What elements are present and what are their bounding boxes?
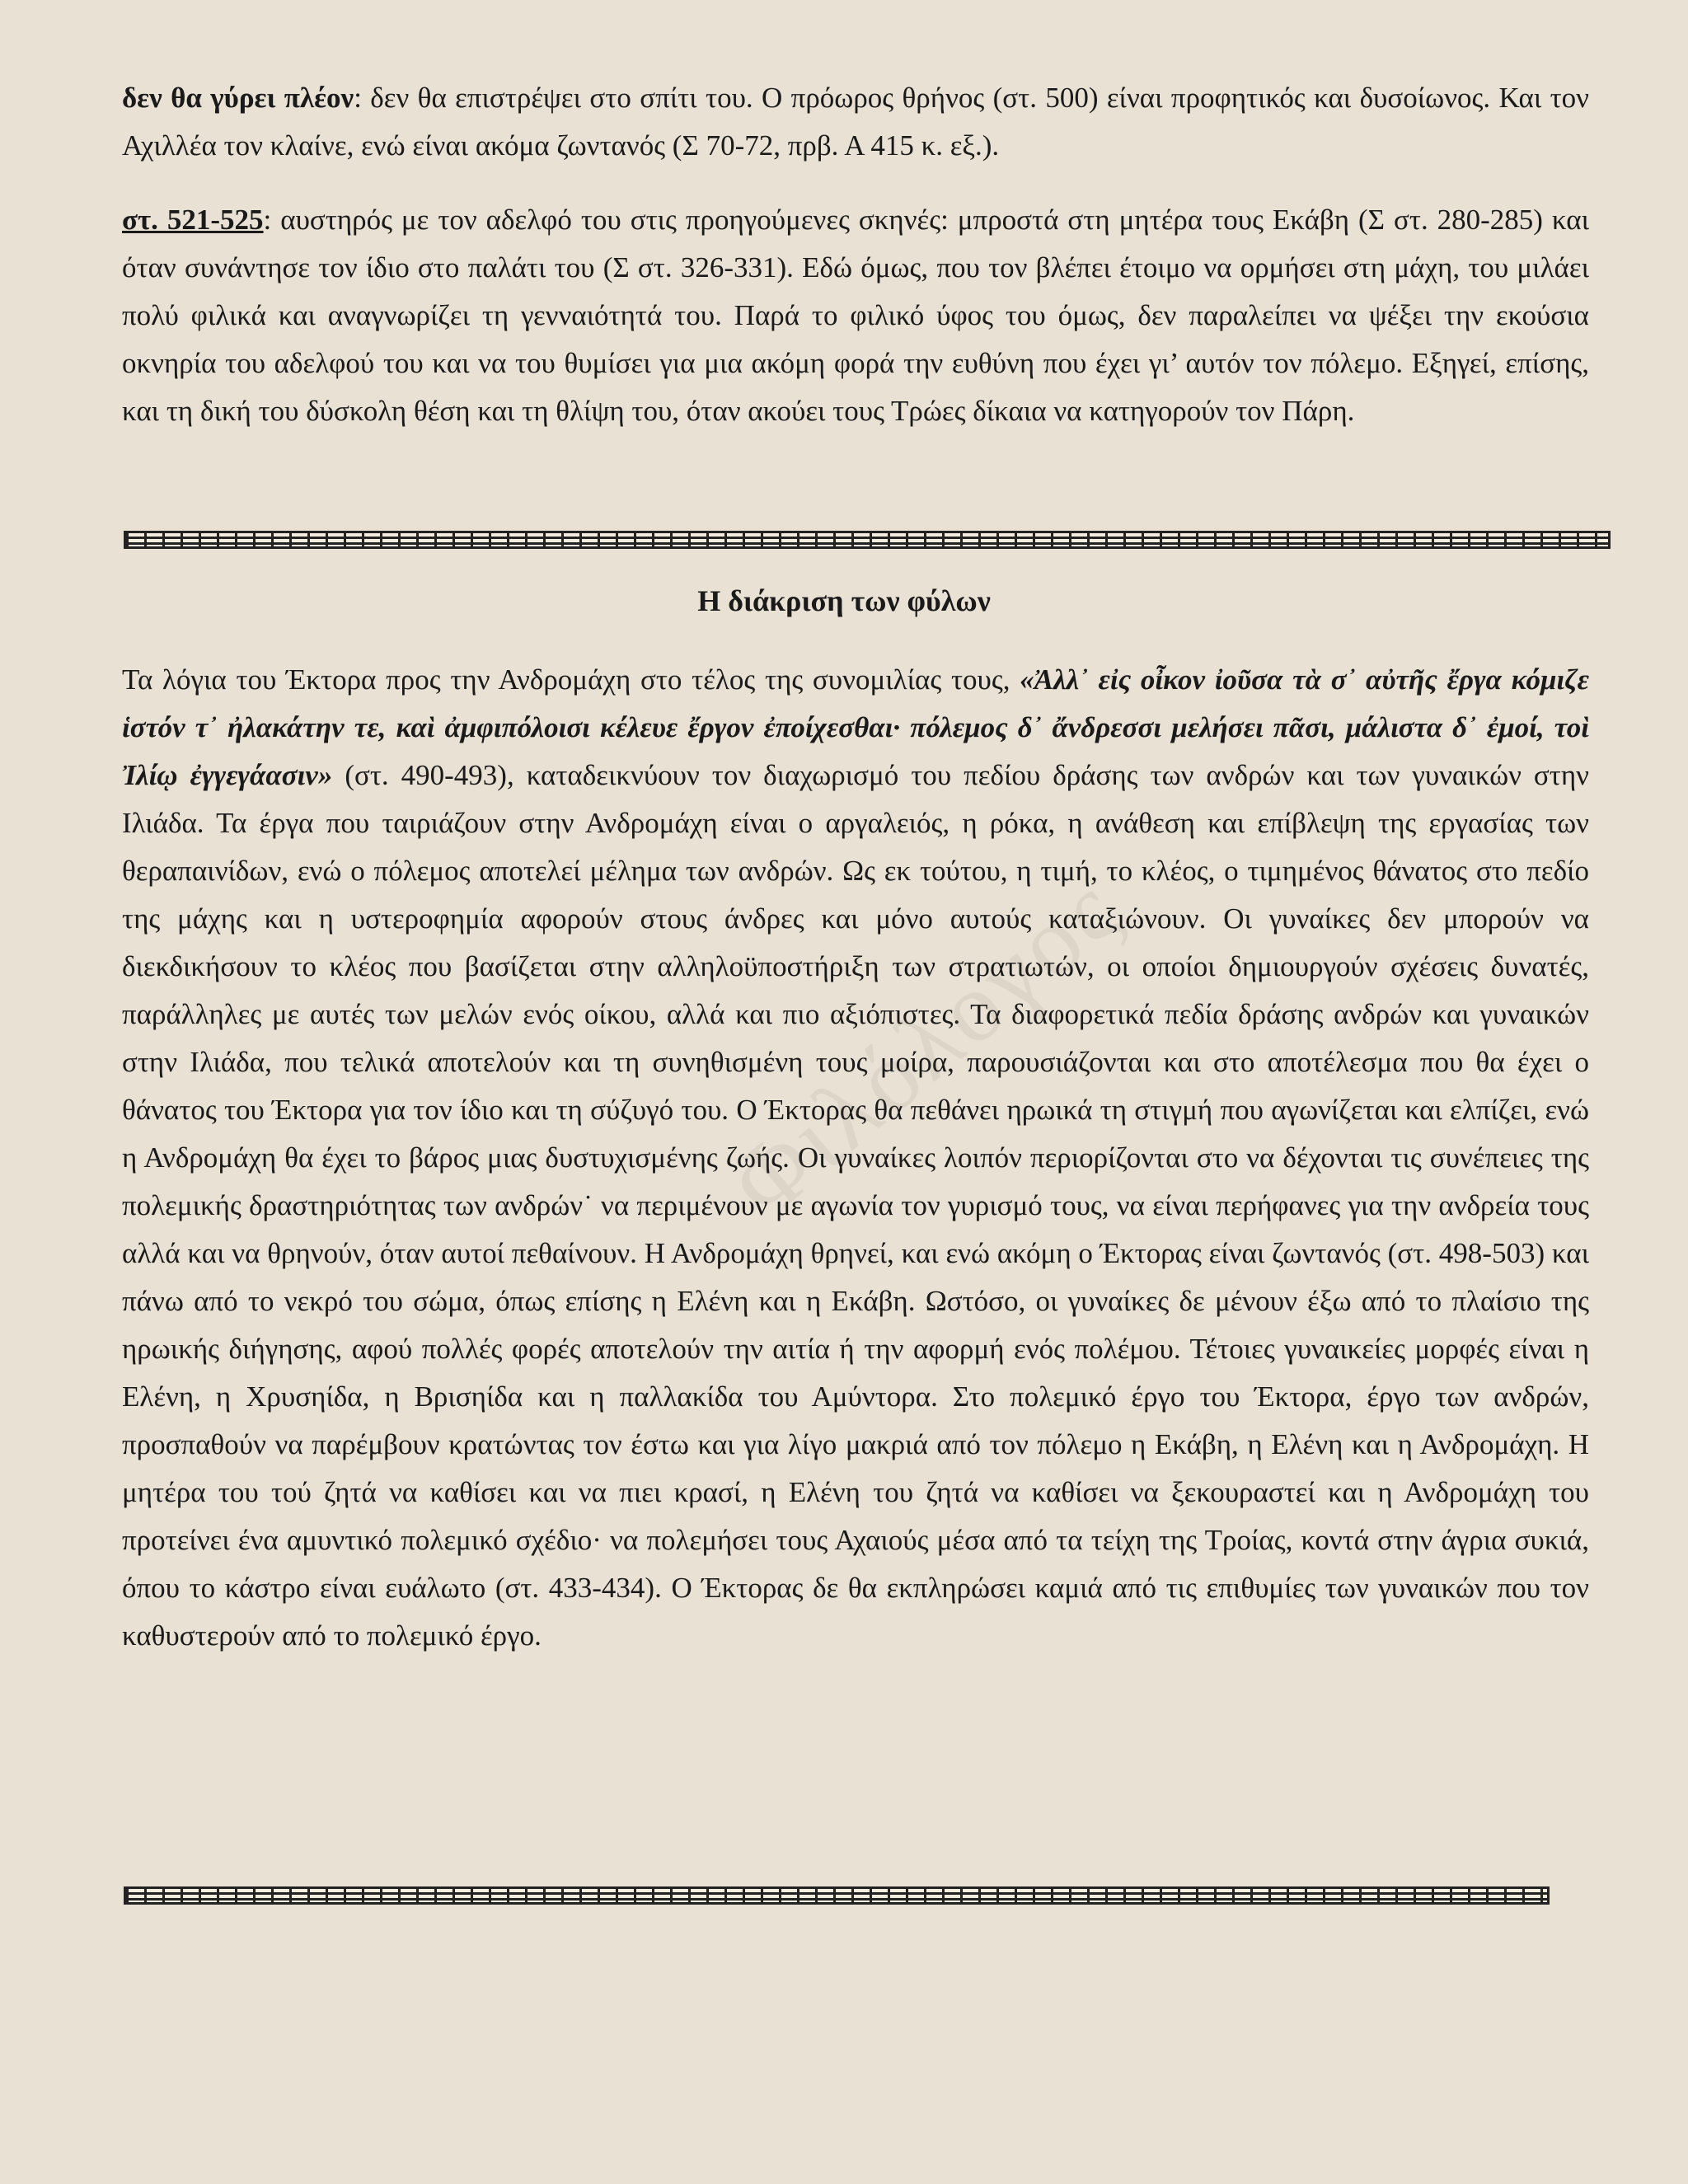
paragraph-intro: Τα λόγια του Έκτορα προς την Ανδρομάχη στο τέλος της συνομιλίας τους,: [122, 663, 1020, 696]
meander-divider-bottom: [124, 1886, 1550, 1905]
bold-phrase: δεν θα γύρει πλέον: [122, 82, 354, 114]
paragraph-text: : δεν θα επιστρέψει στο σπίτι του. Ο πρόωρος θρήνος (στ. 500) είναι προφητικός και δυσοίωνος. Και τον Αχιλλέα τον κλαίνε, ενώ είναι ακόμα ζωντανός (Σ 70-72, πρβ. Α 415 κ. εξ.).: [122, 82, 1589, 162]
paragraph-mourning: [122, 74, 1589, 170]
meander-divider-top: [124, 531, 1611, 549]
homeric-quote: «Ἀλλ᾽ εἰς οἶκον ἰοῦσα τὰ σ᾽ αὐτῆς ἔργα κόμιζε ἱστόν τ᾽ ἠλακάτην τε, καὶ ἀμφιπόλοισι κέλευε ἔργον ἐποίχεσθαι· πόλεμος δ᾽ ἄνδρεσσι μελήσει πᾶσι, μάλιστα δ᾽ ἐμοί, τοὶ Ἰλίῳ ἐγγεγάασιν»: [122, 663, 1589, 791]
watermark: Φιλόλογος: [710, 852, 1142, 1240]
paragraph-text: : αυστηρός με τον αδελφό του στις προηγούμενες σκηνές: μπροστά στη μητέρα τους Εκάβη (Σ στ. 280-285) και όταν συνάντησε τον ίδιο στο παλάτι του (Σ στ. 326-331). Εδώ όμως, που τον βλέπει έτοιμο να ορμήσει στη μάχη, του μιλάει πολύ φιλικά και αναγνωρίζει τη γενναιότητά του. Παρά το φιλικό ύφος του όμως, δεν παραλείπει να ψέξει την εκούσια οκνηρία του αδελφού του και να του θυμίσει για μια ακόμη φορά την ευθύνη που έχει γι’ αυτόν τον πόλεμο. Εξηγεί, επίσης, και τη δική του δύσκολη θέση και τη θλίψη του, όταν ακούει τους Τρώες δίκαια να κατηγορούν τον Πάρη.: [122, 204, 1590, 427]
verse-reference: στ. 521-525: [122, 204, 264, 236]
paragraph-verses-521-525: [122, 196, 1589, 435]
section-heading: Η διάκριση των φύλων: [697, 584, 991, 617]
paragraph-text: (στ. 490-493), καταδεικνύουν τον διαχωρισμό του πεδίου δράσης των ανδρών και των γυναικών στην Ιλιάδα. Τα έργα που ταιριάζουν στην Ανδρομάχη είναι ο αργαλειός, η ρόκα, η ανάθεση και επίβλεψη της εργασίας των θεραπαινίδων, ενώ ο πόλεμος αποτελεί μέλημα των ανδρών. Ως εκ τούτου, η τιμή, το κλέος, ο τιμημένος θάνατος στο πεδίο της μάχης και η υστεροφημία αφορούν στους άνδρες και μόνο αυτούς καταξιώνουν. Οι γυναίκες δεν μπορούν να διεκδικήσουν το κλέος που βασίζεται στην αλληλοϋποστήριξη των στρατιωτών, οι οποίοι δημιουργούν σχέσεις δυνατές, παράλληλες με αυτές των μελών ενός οίκου, αλλά και πιο αξιόπιστες. Τα διαφορετικά πεδία δράσης ανδρών και γυναικών στην Ιλιάδα, που τελικά αποτελούν και τη συνηθισμένη τους μοίρα, παρουσιάζονται και στο αποτέλεσμα που θα έχει ο θάνατος του Έκτορα για τον ίδιο και τη σύζυγό του. Ο Έκτορας θα πεθάνει ηρωικά τη στιγμή που αγωνίζεται και ελπίζει, ενώ η Ανδρομάχη θα έχει το βάρος μιας δυστυχισμένης ζωής. Οι γυναίκες λοιπόν περιορίζονται στο να δέχονται τις συνέπειες της πολεμικής δραστηριότητας των ανδρών˙ να περιμένουν με αγωνία τον γυρισμό τους, να είναι περήφανες για την ανδρεία τους αλλά και να θρηνούν, όταν αυτοί πεθαίνουν. Η Ανδρομάχη θρηνεί, και ενώ ακόμη ο Έκτορας είναι ζωντανός (στ. 498-503) και πάνω από το νεκρό του σώμα, όπως επίσης η Ελένη και η Εκάβη. Ωστόσο, οι γυναίκες δε μένουν έξω από το πλαίσιο της ηρωικής διήγησης, αφού πολλές φορές αποτελούν την αιτία ή την αφορμή ενός πολέμου. Τέτοιες γυναικείες μορφές είναι η Ελένη, η Χρυσηίδα, η Βρισηίδα και η παλλακίδα του Αμύντορα. Στο πολεμικό έργο του Έκτορα, έργο των ανδρών, προσπαθούν να παρέμβουν κρατώντας τον έστω και για λίγο μακριά από τον πόλεμο η Εκάβη, η Ελένη και η Ανδρομάχη. Η μητέρα του τού ζητά να καθίσει και να πιει κρασί, η Ελένη του ζητά να καθίσει να ξεκουραστεί και η Ανδρομάχη του προτείνει ένα αμυντικό πολεμικό σχέδιο· να πολεμήσει τους Αχαιούς μέσα από τα τείχη της Τροίας, κοντά στην άγρια συκιά, όπου το κάστρο είναι ευάλωτο (στ. 433-434). Ο Έκτορας δε θα εκπληρώσει καμιά από τις επιθυμίες των γυναικών που τον καθυστερούν από το πολεμικό έργο.: [122, 759, 1589, 1652]
